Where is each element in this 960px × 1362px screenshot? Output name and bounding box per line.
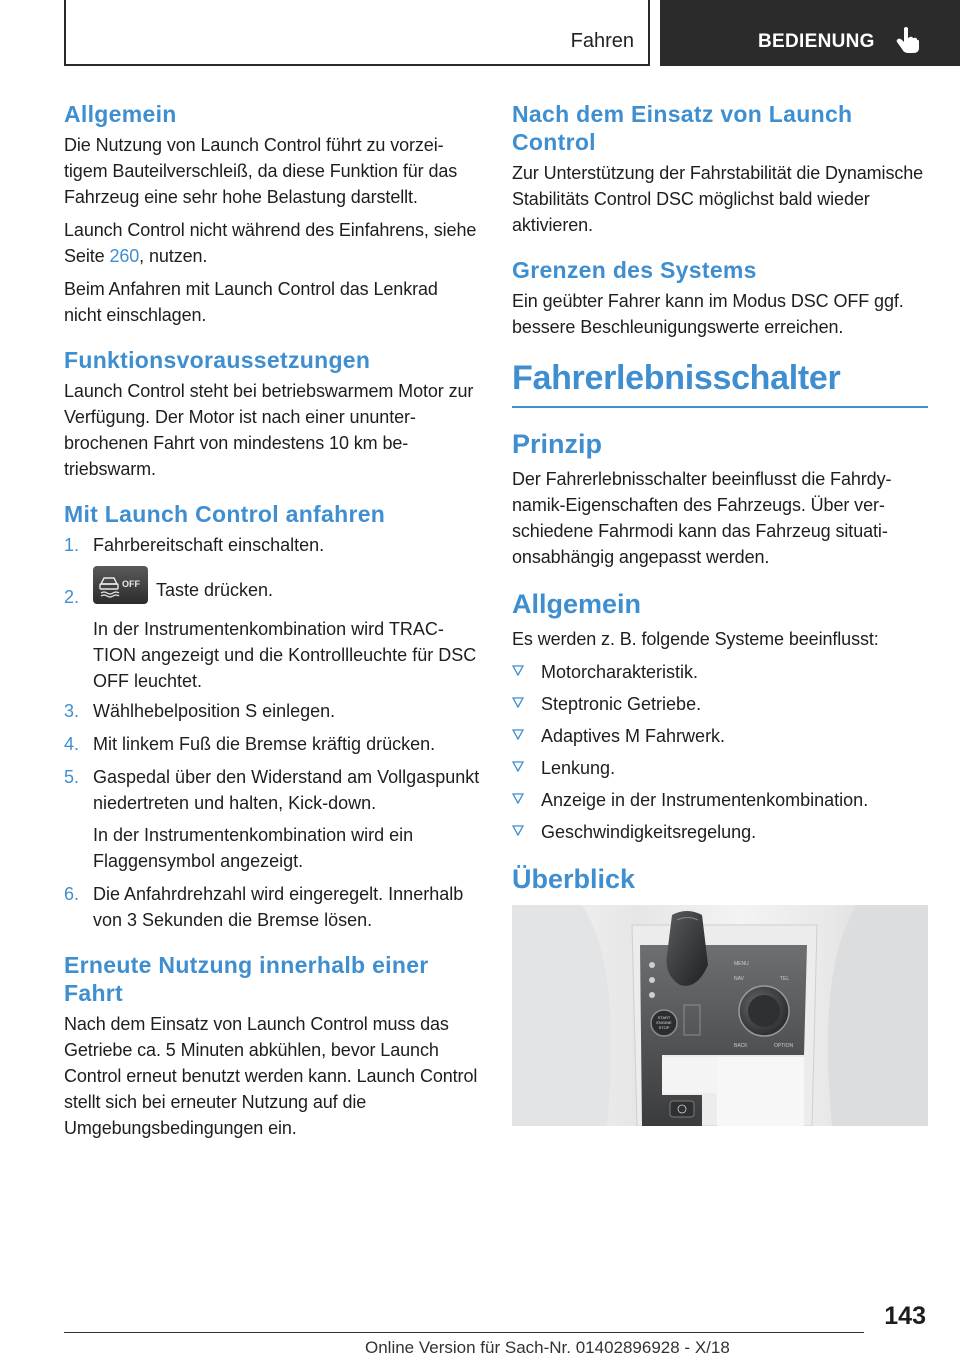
step-text: Wählhebelposition S einlegen.	[93, 701, 336, 721]
step-number: 2.	[64, 587, 80, 607]
heading-grenzen: Grenzen des Systems	[512, 257, 757, 283]
heading-anfahren: Mit Launch Control anfahren	[64, 501, 386, 527]
list-item-text: Geschwindigkeitsregelung.	[541, 822, 757, 842]
start-stop-label-1: START	[657, 1015, 671, 1020]
step-number: 4.	[64, 734, 80, 754]
header-chapter-tab	[64, 0, 650, 66]
list-item	[64, 572, 480, 694]
step-number: 1.	[64, 535, 80, 555]
triangle-bullet-icon	[512, 697, 524, 709]
paragraph-with-link	[64, 217, 480, 269]
step-text: Gaspedal über den Widerstand am Vollgaspunkt niedertreten und halten, Kick-down.	[93, 767, 480, 813]
step-number: 3.	[64, 701, 80, 721]
back-label: BACK	[734, 1043, 748, 1049]
list-item	[64, 731, 480, 757]
systems-list	[512, 659, 928, 845]
heading-prinzip: Prinzip	[512, 429, 603, 459]
list-item-text: Anzeige in der Instrumentenkombination.	[541, 790, 869, 810]
header-section-label: BEDIENUNG	[758, 31, 875, 52]
triangle-bullet-icon	[512, 793, 524, 805]
header-section-tab	[660, 0, 960, 66]
paragraph: Der Fahrerlebnisschalter beeinflusst die Fahrdynamik-Eigenschaften des Fahrzeugs. Über verschiedene Fahrmodi kann das Fahrzeug situationsabhängig angepasst werden.	[512, 469, 892, 567]
heading-ueberblick: Überblick	[512, 864, 636, 894]
text: Launch Control nicht während des Einfahrens, siehe Seite	[64, 220, 477, 266]
start-stop-label-2: ENGINE	[656, 1020, 672, 1025]
dsc-off-button-icon	[93, 566, 148, 604]
section-erneute-nutzung	[64, 951, 480, 1141]
step-number: 6.	[64, 884, 80, 904]
option-label: OPTION	[774, 1043, 794, 1049]
dsc-button-label: OFF	[122, 579, 140, 589]
step-text: Fahrbereitschaft einschalten.	[93, 535, 325, 555]
heading-allgemein: Allgemein	[64, 101, 177, 127]
section-funktionsvoraussetzungen	[64, 346, 480, 482]
left-column	[64, 100, 480, 1159]
paragraph: Beim Anfahren mit Launch Control das Lenkrad nicht einschlagen.	[64, 279, 438, 325]
list-item	[512, 755, 928, 781]
triangle-bullet-icon	[512, 825, 524, 837]
header-chapter-label: Fahren	[570, 30, 634, 52]
nav-label: NAV	[734, 976, 744, 982]
paragraph: Launch Control steht bei betriebswarmem Motor zur Verfügung. Der Motor ist nach einer ununterbrochenen Fahrt von mindestens 10 km betriebswarm.	[64, 381, 474, 479]
heading-allgemein-right: Allgemein	[512, 589, 642, 619]
list-item	[64, 698, 480, 724]
paragraph: Nach dem Einsatz von Launch Control muss das Getriebe ca. 5 Minuten abkühlen, bevor Launch Control erneut benutzt werden kann. Launch Control stellt sich bei erneuter Nutzung auf die Umgebungsbedingungen ein.	[64, 1014, 478, 1138]
pointing-hand-icon	[896, 26, 920, 54]
list-item	[64, 764, 480, 874]
step-subtext: In der Instrumentenkombination wird TRACTION angezeigt und die Kontrollleuchte für DSC OFF leuchtet.	[93, 619, 477, 691]
steps-list	[64, 532, 480, 933]
page-link[interactable]: 260	[109, 246, 140, 266]
list-item	[512, 659, 928, 685]
chapter-title: Fahrerlebnisschalter	[512, 358, 928, 408]
list-item-text: Steptronic Getriebe.	[541, 694, 702, 714]
step-number: 5.	[64, 767, 80, 787]
step-text: Mit linkem Fuß die Bremse kräftig drücken.	[93, 734, 436, 754]
heading-nach-dem-einsatz: Nach dem Einsatz von Launch Control	[512, 101, 853, 155]
section-allgemein	[64, 100, 480, 328]
right-column	[512, 100, 928, 1126]
triangle-bullet-icon	[512, 729, 524, 741]
triangle-bullet-icon	[512, 665, 524, 677]
center-console-illustration	[512, 905, 928, 1126]
list-item	[64, 532, 480, 558]
list-item-text: Adaptives M Fahrwerk.	[541, 726, 726, 746]
page-number: 143	[884, 1302, 926, 1330]
footer-divider	[64, 1332, 864, 1333]
section-anfahren	[64, 500, 480, 933]
paragraph: Die Nutzung von Launch Control führt zu vorzeitigem Bauteilverschleiß, da diese Funktion für das Fahrzeug eine sehr hohe Belastung darstellt.	[64, 135, 458, 207]
heading-funktionsvoraussetzungen: Funktionsvoraussetzungen	[64, 347, 371, 373]
triangle-bullet-icon	[512, 761, 524, 773]
list-item-text: Motorcharakteristik.	[541, 662, 699, 682]
start-stop-label-3: STOP	[658, 1025, 670, 1030]
text: , nutzen.	[139, 246, 208, 266]
step-text: Taste drücken.	[156, 579, 274, 600]
step-subtext: In der Instrumentenkombination wird ein Flaggensymbol angezeigt.	[93, 825, 414, 871]
heading-erneute-nutzung: Erneute Nutzung innerhalb einer Fahrt	[64, 952, 429, 1006]
tel-label: TEL	[780, 976, 790, 982]
section-grenzen	[512, 256, 928, 340]
list-item	[512, 787, 928, 813]
section-prinzip	[512, 428, 928, 570]
section-allgemein-right	[512, 588, 928, 845]
step-text: Die Anfahrdrehzahl wird eingeregelt. Innerhalb von 3 Sekunden die Bremse lösen.	[93, 884, 464, 930]
paragraph: Es werden z. B. folgende Systeme beeinflusst:	[512, 629, 879, 649]
center-console-photo	[512, 905, 928, 1126]
paragraph: Zur Unterstützung der Fahrstabilität die Dynamische Stabilitäts Control DSC möglichst bald wieder aktivieren.	[512, 163, 924, 235]
list-item	[512, 723, 928, 749]
menu-label: MENU	[734, 961, 749, 967]
list-item-text: Lenkung.	[541, 758, 616, 778]
list-item	[64, 881, 480, 933]
paragraph: Ein geübter Fahrer kann im Modus DSC OFF ggf. bessere Beschleunigungswerte erreichen.	[512, 291, 904, 337]
list-item	[512, 691, 928, 717]
footer-text: Online Version für Sach-Nr. 01402896928 - X/18	[365, 1338, 730, 1357]
list-item	[512, 819, 928, 845]
section-nach-dem-einsatz	[512, 100, 928, 238]
